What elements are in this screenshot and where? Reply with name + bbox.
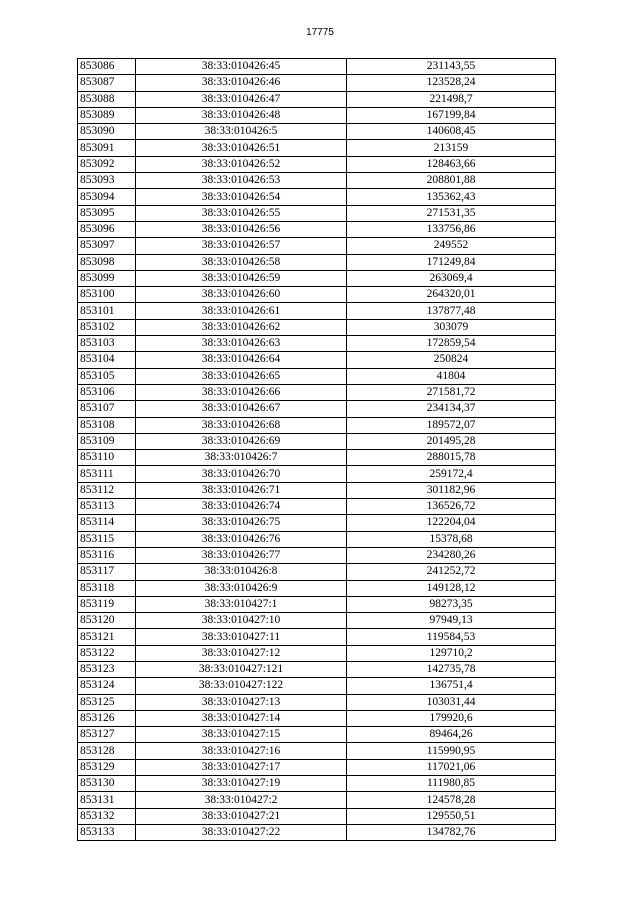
table-row [78, 221, 556, 237]
cadastral-number-cell: 38:33:010427:14 [136, 710, 347, 726]
cadastral-number-cell: 38:33:010426:77 [136, 547, 347, 563]
cadastral-value-cell: 234280,26 [347, 547, 556, 563]
cadastral-value-cell: 241252,72 [347, 564, 556, 580]
row-number-cell: 853104 [78, 352, 136, 368]
cadastral-value-cell: 98273,35 [347, 596, 556, 612]
cadastral-number-cell: 38:33:010426:62 [136, 319, 347, 335]
row-number-cell: 853103 [78, 336, 136, 352]
table-row [78, 450, 556, 466]
table-row [78, 238, 556, 254]
table-row [78, 596, 556, 612]
table-row [78, 417, 556, 433]
cadastral-number-cell: 38:33:010426:55 [136, 205, 347, 221]
cadastral-number-cell: 38:33:010427:121 [136, 661, 347, 677]
cadastral-value-cell: 249552 [347, 238, 556, 254]
cadastral-number-cell: 38:33:010426:54 [136, 189, 347, 205]
row-number-cell: 853098 [78, 254, 136, 270]
table-row [78, 156, 556, 172]
cadastral-number-cell: 38:33:010427:16 [136, 743, 347, 759]
row-number-cell: 853124 [78, 678, 136, 694]
cadastral-number-cell: 38:33:010426:56 [136, 221, 347, 237]
row-number-cell: 853122 [78, 645, 136, 661]
table-row [78, 287, 556, 303]
cadastral-value-cell: 142735,78 [347, 661, 556, 677]
table-row [78, 352, 556, 368]
row-number-cell: 853088 [78, 91, 136, 107]
row-number-cell: 853132 [78, 808, 136, 824]
cadastral-number-cell: 38:33:010427:12 [136, 645, 347, 661]
cadastral-number-cell: 38:33:010427:21 [136, 808, 347, 824]
row-number-cell: 853086 [78, 59, 136, 75]
cadastral-value-cell: 129710,2 [347, 645, 556, 661]
cadastral-number-cell: 38:33:010426:69 [136, 433, 347, 449]
row-number-cell: 853128 [78, 743, 136, 759]
row-number-cell: 853108 [78, 417, 136, 433]
table-row [78, 319, 556, 335]
table-row [78, 824, 556, 840]
row-number-cell: 853115 [78, 531, 136, 547]
cadastral-number-cell: 38:33:010427:13 [136, 694, 347, 710]
row-number-cell: 853099 [78, 270, 136, 286]
cadastral-value-table [77, 58, 556, 841]
row-number-cell: 853095 [78, 205, 136, 221]
row-number-cell: 853126 [78, 710, 136, 726]
table-row [78, 401, 556, 417]
cadastral-number-cell: 38:33:010426:60 [136, 287, 347, 303]
row-number-cell: 853096 [78, 221, 136, 237]
row-number-cell: 853102 [78, 319, 136, 335]
row-number-cell: 853111 [78, 466, 136, 482]
cadastral-value-cell: 111980,85 [347, 776, 556, 792]
table-row [78, 140, 556, 156]
cadastral-value-cell: 117021,06 [347, 759, 556, 775]
cadastral-number-cell: 38:33:010426:71 [136, 482, 347, 498]
table-row [78, 482, 556, 498]
table-row [78, 303, 556, 319]
cadastral-number-cell: 38:33:010426:64 [136, 352, 347, 368]
row-number-cell: 853106 [78, 384, 136, 400]
row-number-cell: 853090 [78, 124, 136, 140]
cadastral-value-cell: 103031,44 [347, 694, 556, 710]
cadastral-value-cell: 15378,68 [347, 531, 556, 547]
row-number-cell: 853112 [78, 482, 136, 498]
cadastral-number-cell: 38:33:010427:15 [136, 727, 347, 743]
table-row [78, 91, 556, 107]
cadastral-value-cell: 89464,26 [347, 727, 556, 743]
row-number-cell: 853130 [78, 776, 136, 792]
table-row [78, 727, 556, 743]
table-row [78, 107, 556, 123]
cadastral-value-cell: 179920,6 [347, 710, 556, 726]
cadastral-number-cell: 38:33:010426:53 [136, 173, 347, 189]
cadastral-number-cell: 38:33:010426:7 [136, 450, 347, 466]
row-number-cell: 853133 [78, 824, 136, 840]
table-row [78, 613, 556, 629]
cadastral-number-cell: 38:33:010426:70 [136, 466, 347, 482]
table-row [78, 776, 556, 792]
cadastral-number-cell: 38:33:010427:22 [136, 824, 347, 840]
cadastral-number-cell: 38:33:010426:63 [136, 336, 347, 352]
cadastral-value-cell: 271581,72 [347, 384, 556, 400]
table-row [78, 189, 556, 205]
row-number-cell: 853092 [78, 156, 136, 172]
row-number-cell: 853129 [78, 759, 136, 775]
cadastral-value-cell: 129550,51 [347, 808, 556, 824]
table-row [78, 59, 556, 75]
cadastral-value-cell: 140608,45 [347, 124, 556, 140]
table-body [78, 59, 556, 841]
table-row [78, 466, 556, 482]
row-number-cell: 853093 [78, 173, 136, 189]
table-row [78, 661, 556, 677]
row-number-cell: 853125 [78, 694, 136, 710]
row-number-cell: 853094 [78, 189, 136, 205]
row-number-cell: 853117 [78, 564, 136, 580]
cadastral-number-cell: 38:33:010427:10 [136, 613, 347, 629]
cadastral-number-cell: 38:33:010426:5 [136, 124, 347, 140]
cadastral-number-cell: 38:33:010427:2 [136, 792, 347, 808]
row-number-cell: 853105 [78, 368, 136, 384]
cadastral-number-cell: 38:33:010426:59 [136, 270, 347, 286]
cadastral-value-cell: 271531,35 [347, 205, 556, 221]
row-number-cell: 853127 [78, 727, 136, 743]
cadastral-number-cell: 38:33:010426:68 [136, 417, 347, 433]
cadastral-number-cell: 38:33:010426:74 [136, 499, 347, 515]
cadastral-number-cell: 38:33:010426:8 [136, 564, 347, 580]
cadastral-number-cell: 38:33:010427:17 [136, 759, 347, 775]
row-number-cell: 853114 [78, 515, 136, 531]
table-row [78, 743, 556, 759]
table-row [78, 808, 556, 824]
cadastral-number-cell: 38:33:010426:58 [136, 254, 347, 270]
cadastral-value-cell: 213159 [347, 140, 556, 156]
cadastral-number-cell: 38:33:010427:1 [136, 596, 347, 612]
table-row [78, 792, 556, 808]
table-row [78, 368, 556, 384]
cadastral-value-cell: 136751,4 [347, 678, 556, 694]
row-number-cell: 853100 [78, 287, 136, 303]
cadastral-value-cell: 123528,24 [347, 75, 556, 91]
cadastral-value-cell: 288015,78 [347, 450, 556, 466]
cadastral-number-cell: 38:33:010426:65 [136, 368, 347, 384]
cadastral-value-cell: 119584,53 [347, 629, 556, 645]
cadastral-number-cell: 38:33:010426:9 [136, 580, 347, 596]
table-row [78, 254, 556, 270]
row-number-cell: 853121 [78, 629, 136, 645]
page-number: 17775 [306, 27, 334, 38]
cadastral-number-cell: 38:33:010426:57 [136, 238, 347, 254]
row-number-cell: 853109 [78, 433, 136, 449]
table-row [78, 75, 556, 91]
cadastral-value-cell: 137877,48 [347, 303, 556, 319]
row-number-cell: 853116 [78, 547, 136, 563]
cadastral-value-cell: 133756,86 [347, 221, 556, 237]
row-number-cell: 853107 [78, 401, 136, 417]
table-row [78, 580, 556, 596]
cadastral-value-cell: 115990,95 [347, 743, 556, 759]
row-number-cell: 853119 [78, 596, 136, 612]
row-number-cell: 853131 [78, 792, 136, 808]
cadastral-value-cell: 201495,28 [347, 433, 556, 449]
cadastral-value-cell: 234134,37 [347, 401, 556, 417]
table-row [78, 173, 556, 189]
cadastral-value-cell: 221498,7 [347, 91, 556, 107]
cadastral-value-cell: 259172,4 [347, 466, 556, 482]
cadastral-value-cell: 263069,4 [347, 270, 556, 286]
table-row [78, 645, 556, 661]
cadastral-number-cell: 38:33:010426:61 [136, 303, 347, 319]
cadastral-value-cell: 149128,12 [347, 580, 556, 596]
table-row [78, 678, 556, 694]
row-number-cell: 853087 [78, 75, 136, 91]
row-number-cell: 853123 [78, 661, 136, 677]
cadastral-number-cell: 38:33:010426:45 [136, 59, 347, 75]
table-row [78, 564, 556, 580]
table-row [78, 629, 556, 645]
table-row [78, 759, 556, 775]
cadastral-number-cell: 38:33:010426:47 [136, 91, 347, 107]
table-row [78, 499, 556, 515]
cadastral-value-cell: 208801,88 [347, 173, 556, 189]
cadastral-value-cell: 172859,54 [347, 336, 556, 352]
cadastral-number-cell: 38:33:010427:11 [136, 629, 347, 645]
row-number-cell: 853089 [78, 107, 136, 123]
cadastral-value-cell: 41804 [347, 368, 556, 384]
table-row [78, 515, 556, 531]
table-row [78, 270, 556, 286]
cadastral-value-cell: 167199,84 [347, 107, 556, 123]
cadastral-number-cell: 38:33:010426:76 [136, 531, 347, 547]
table-row [78, 384, 556, 400]
cadastral-value-cell: 97949,13 [347, 613, 556, 629]
table-row [78, 124, 556, 140]
cadastral-number-cell: 38:33:010426:66 [136, 384, 347, 400]
cadastral-number-cell: 38:33:010426:48 [136, 107, 347, 123]
cadastral-number-cell: 38:33:010426:51 [136, 140, 347, 156]
cadastral-value-cell: 122204,04 [347, 515, 556, 531]
row-number-cell: 853113 [78, 499, 136, 515]
row-number-cell: 853120 [78, 613, 136, 629]
table-row [78, 433, 556, 449]
cadastral-value-cell: 135362,43 [347, 189, 556, 205]
cadastral-value-cell: 136526,72 [347, 499, 556, 515]
table-row [78, 205, 556, 221]
table-row [78, 547, 556, 563]
row-number-cell: 853091 [78, 140, 136, 156]
cadastral-number-cell: 38:33:010426:75 [136, 515, 347, 531]
cadastral-value-cell: 250824 [347, 352, 556, 368]
cadastral-number-cell: 38:33:010427:19 [136, 776, 347, 792]
row-number-cell: 853110 [78, 450, 136, 466]
cadastral-value-cell: 124578,28 [347, 792, 556, 808]
cadastral-value-cell: 171249,84 [347, 254, 556, 270]
cadastral-value-cell: 303079 [347, 319, 556, 335]
table-row [78, 710, 556, 726]
cadastral-number-cell: 38:33:010426:67 [136, 401, 347, 417]
cadastral-value-cell: 231143,55 [347, 59, 556, 75]
table-row [78, 694, 556, 710]
table-row [78, 531, 556, 547]
cadastral-value-cell: 134782,76 [347, 824, 556, 840]
row-number-cell: 853118 [78, 580, 136, 596]
cadastral-number-cell: 38:33:010426:46 [136, 75, 347, 91]
cadastral-value-cell: 301182,96 [347, 482, 556, 498]
row-number-cell: 853097 [78, 238, 136, 254]
cadastral-value-cell: 189572,07 [347, 417, 556, 433]
cadastral-number-cell: 38:33:010426:52 [136, 156, 347, 172]
cadastral-value-cell: 264320,01 [347, 287, 556, 303]
cadastral-value-cell: 128463,66 [347, 156, 556, 172]
table-row [78, 336, 556, 352]
cadastral-number-cell: 38:33:010427:122 [136, 678, 347, 694]
row-number-cell: 853101 [78, 303, 136, 319]
